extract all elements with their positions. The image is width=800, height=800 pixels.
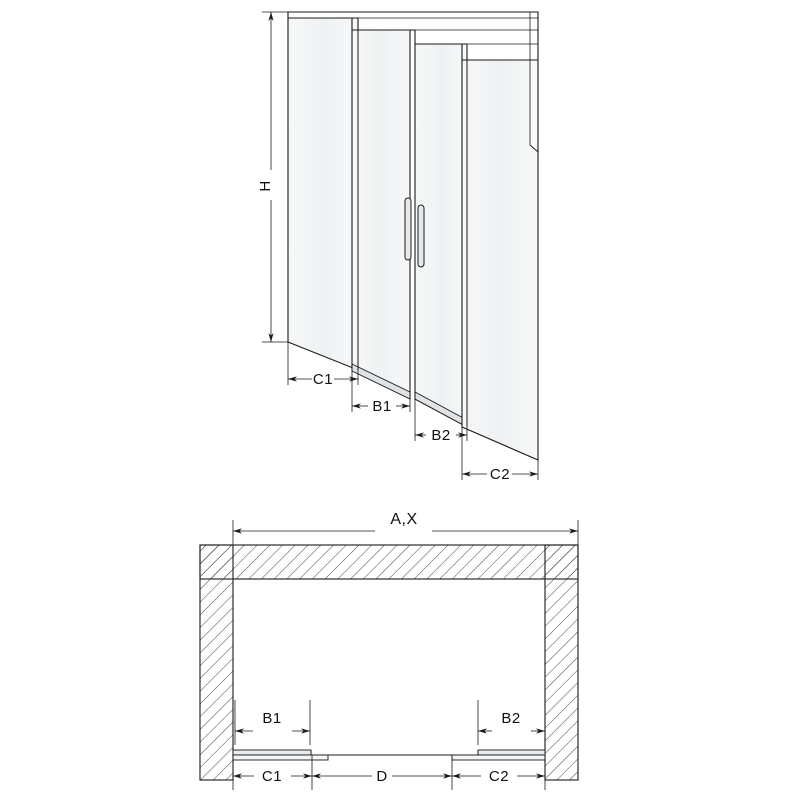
dimension-height bbox=[257, 12, 288, 342]
label-c2-front: C2 bbox=[489, 466, 511, 483]
label-b2-front: B2 bbox=[431, 427, 451, 444]
door-handle-left bbox=[405, 198, 411, 260]
wall-right bbox=[545, 545, 578, 780]
dimension-b1-plan bbox=[235, 700, 310, 745]
label-c2-plan: C2 bbox=[488, 768, 510, 785]
dimension-b2-plan bbox=[478, 700, 545, 745]
dimension-ax bbox=[233, 511, 578, 545]
label-d-plan: D bbox=[376, 768, 388, 785]
wall-top bbox=[200, 545, 578, 579]
label-b2-plan: B2 bbox=[501, 710, 521, 727]
door-track-left bbox=[233, 750, 328, 760]
label-b1-front: B1 bbox=[372, 398, 392, 415]
label-c1-plan: C1 bbox=[261, 768, 283, 785]
label-b1-plan: B1 bbox=[262, 710, 282, 727]
label-ax: A,X bbox=[390, 511, 418, 528]
panel-c1 bbox=[288, 18, 358, 370]
plan-view bbox=[200, 511, 578, 790]
door-handle-right bbox=[418, 205, 424, 267]
panel-c2 bbox=[462, 60, 538, 460]
dimension-d-plan bbox=[312, 755, 452, 790]
wall-left bbox=[200, 545, 233, 780]
front-elevation-view bbox=[257, 12, 538, 483]
dimension-c1-front bbox=[288, 370, 358, 388]
label-c1-front: C1 bbox=[312, 371, 334, 388]
label-height: H bbox=[257, 180, 274, 192]
door-track-right bbox=[452, 750, 545, 760]
panel-b1 bbox=[352, 30, 410, 399]
